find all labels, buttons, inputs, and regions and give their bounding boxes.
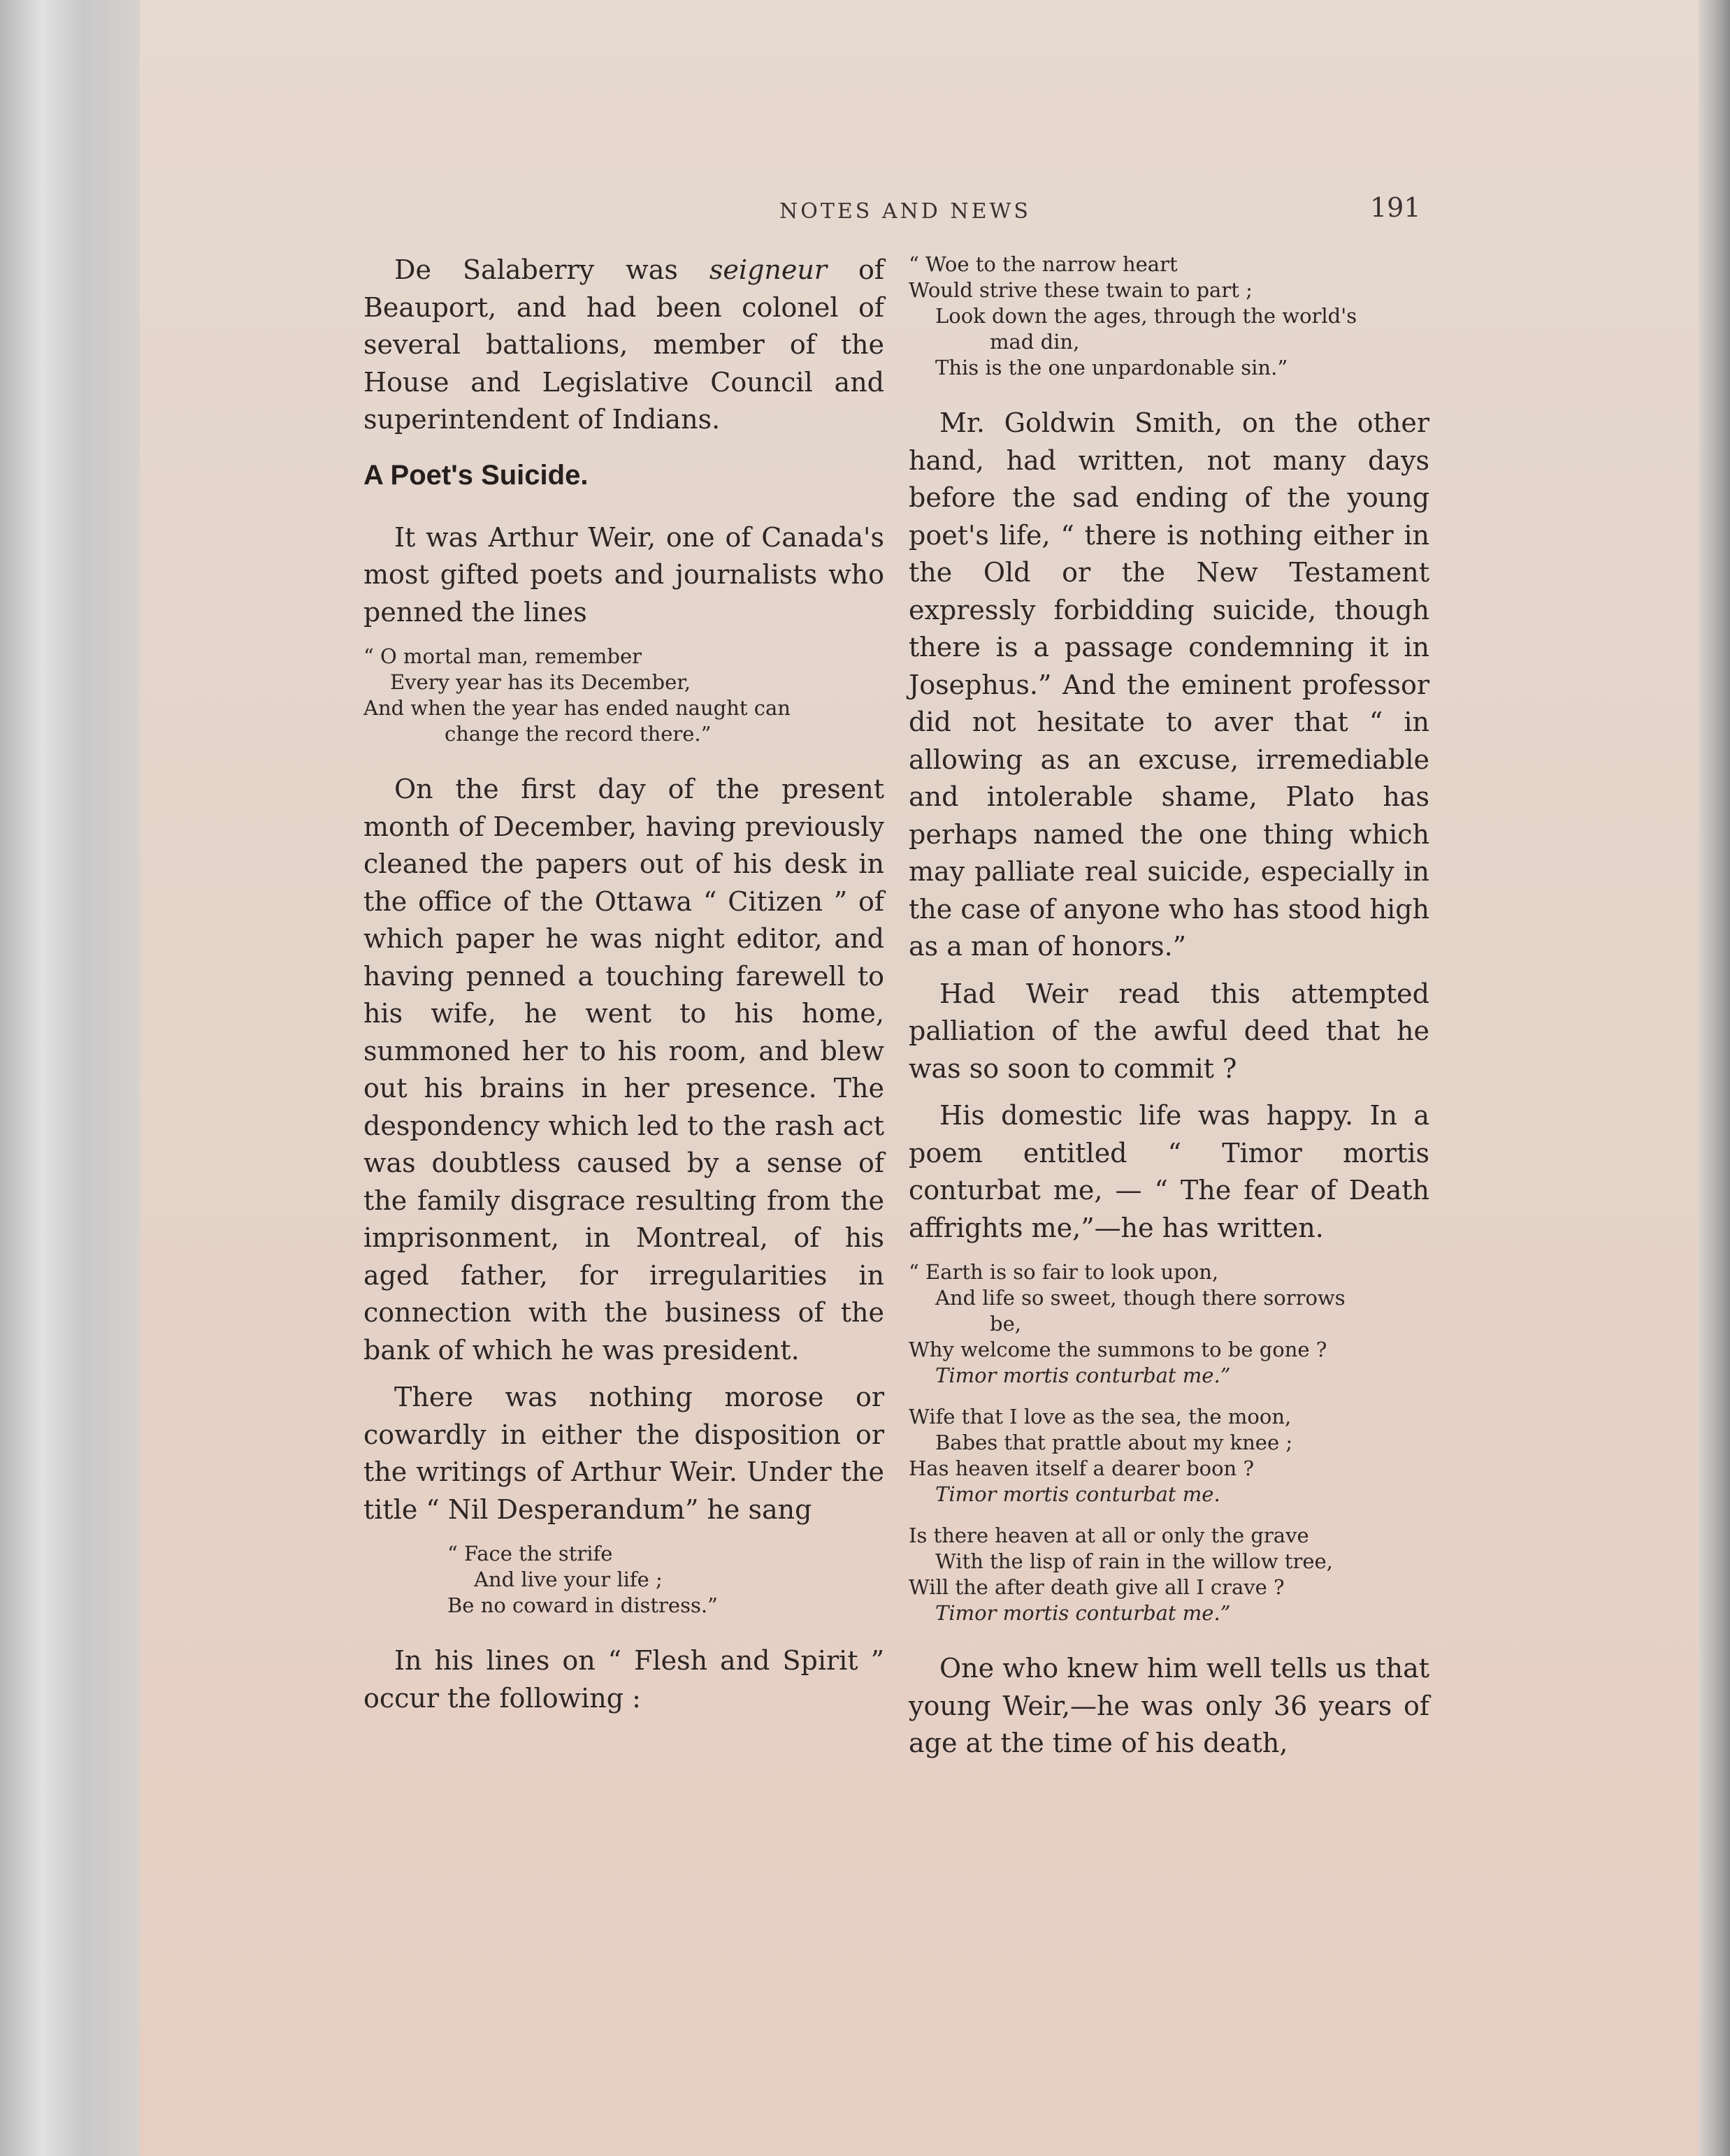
left-column	[363, 252, 884, 1727]
verse-line: “ Woe to the narrow heart	[909, 252, 1178, 276]
verse-block	[909, 252, 1429, 381]
verse-line: And life so sweet, though there sorrows	[935, 1286, 1346, 1310]
verse-line: be,	[990, 1312, 1021, 1336]
verse-line: Why welcome the summons to be gone ?	[909, 1338, 1327, 1361]
verse-line: And when the year has ended naught can	[363, 696, 791, 720]
page-edge	[1699, 0, 1730, 2156]
paragraph: Had Weir read this attempted palliation of the awful deed that he was so soon to commit ?	[909, 978, 1429, 1084]
verse-line: With the lisp of rain in the willow tree,	[935, 1549, 1333, 1573]
paragraph: One who knew him well tells us that young Weir,—he was only 36 years of age at the time of his death,	[909, 1653, 1429, 1758]
right-column	[909, 252, 1429, 1772]
book-binding	[0, 0, 140, 2156]
verse-stanza	[909, 1259, 1429, 1626]
verse-line: Timor mortis conturbat me.	[935, 1482, 1220, 1506]
verse-line: This is the one unpardonable sin.”	[935, 356, 1288, 379]
verse-line: Timor mortis conturbat me.”	[935, 1601, 1231, 1625]
verse-line: “ O mortal man, remember	[363, 644, 642, 668]
verse-line: And live your life ;	[474, 1568, 663, 1591]
verse-line: change the record there.”	[445, 722, 712, 746]
section-heading: A Poet's Suicide.	[363, 459, 589, 491]
verse-line: Every year has its December,	[390, 670, 691, 694]
running-head: NOTES AND NEWS	[779, 199, 1031, 224]
verse-line: Timor mortis conturbat me.”	[935, 1363, 1231, 1387]
verse-line: “ Earth is so fair to look upon,	[909, 1260, 1219, 1284]
page-number: 191	[1370, 192, 1421, 223]
verse-line: Babes that prattle about my knee ;	[935, 1431, 1293, 1454]
verse-line: Would strive these twain to part ;	[909, 278, 1253, 302]
paragraph: It was Arthur Weir, one of Canada's most gifted poets and journalists who penned the lines	[363, 521, 884, 628]
verse-line: Wife that I love as the sea, the moon,	[909, 1405, 1292, 1428]
paragraph: On the first day of the present month of December, having previously cleaned the papers out of his desk in the office of the Ottawa “ Citizen ” of which paper he was night editor, and having penned a touching farewell to his wife, he went to his home, summoned her to his room, and blew out his brains in her presence. The despondency which led to the rash act was doubtless caused by a sense of the family disgrace resulting from the imprisonment, in Montreal, of his aged father, for irregularities in connection with the business of the bank of which he was president.	[363, 774, 884, 1366]
verse-line: Look down the ages, through the world's	[935, 304, 1357, 328]
verse-line: Is there heaven at all or only the grave	[909, 1524, 1309, 1547]
paragraph: There was nothing morose or cowardly in either the disposition or the writings of Arthur Weir. Under the title “ Nil Desperandum” he sang	[363, 1382, 884, 1525]
intro-paragraph	[363, 252, 884, 439]
verse-line: “ Face the strife	[447, 1542, 613, 1565]
intro-text: De Salaberry was	[394, 254, 709, 285]
verse-block	[363, 1541, 884, 1619]
verse-block	[363, 644, 884, 747]
verse-line: mad din,	[990, 330, 1080, 354]
paragraph: Mr. Goldwin Smith, on the other hand, had written, not many days before the sad ending of the young poet's life, “ there is nothing either in the Old or the New Testament expressly forbidding suicide, though there is a passage condemning it in Josephus.” And the eminent professor did not hesitate to aver that “ in allowing as an excuse, irremediable and intolerable shame, Plato has perhaps named the one thing which may palliate real suicide, especially in the case of anyone who has stood high as a man of honors.”	[909, 407, 1429, 962]
verse-line: Be no coward in distress.”	[447, 1593, 718, 1617]
verse-line: Will the after death give all I crave ?	[909, 1575, 1285, 1599]
intro-italic: seigneur	[709, 254, 827, 285]
intro-text-rest: of Beauport, and had been colonel of several battalions, member of the House and Legislative Council and superintendent of Indians.	[363, 254, 884, 435]
verse-line: Has heaven itself a dearer boon ?	[909, 1456, 1255, 1480]
paragraph: In his lines on “ Flesh and Spirit ” occur the following :	[363, 1645, 884, 1714]
paragraph: His domestic life was happy. In a poem entitled “ Timor mortis conturbat me, — “ The fear of Death affrights me,”—he has written.	[909, 1100, 1429, 1243]
